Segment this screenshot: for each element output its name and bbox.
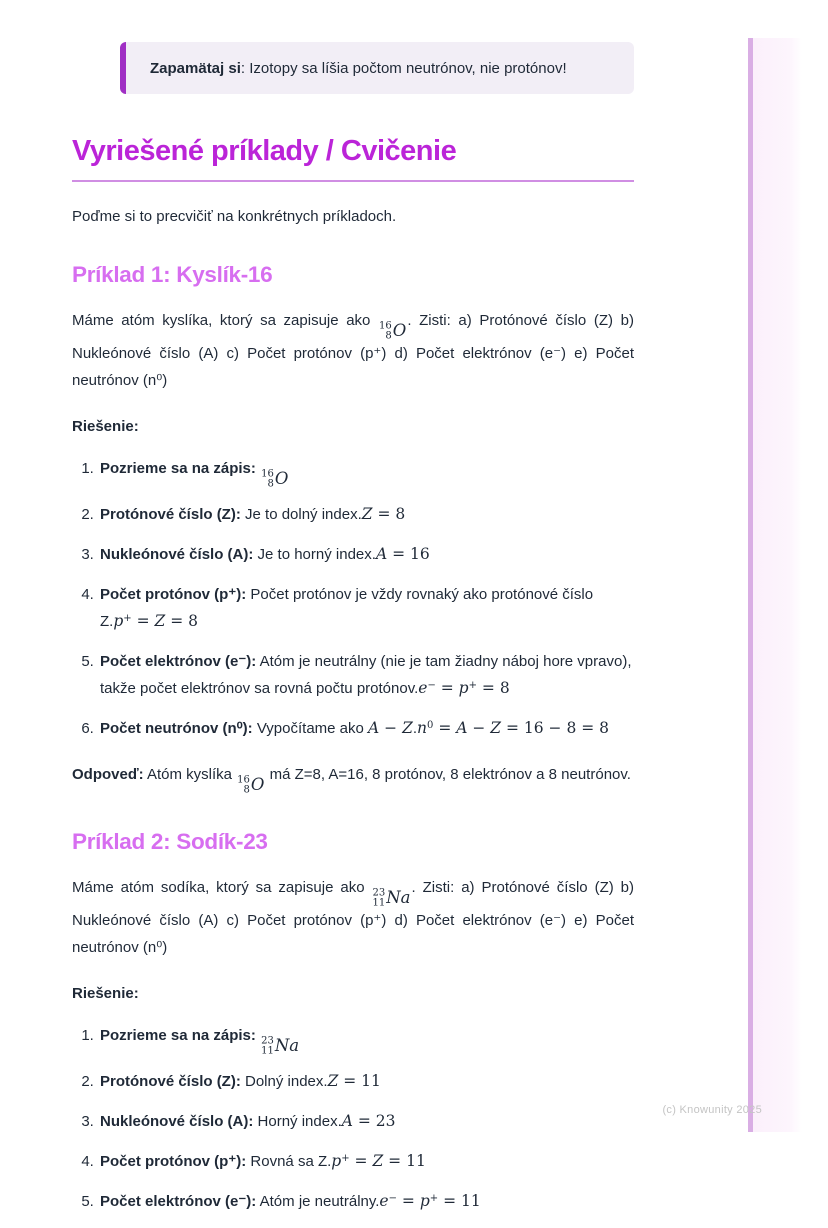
example1-problem: Máme atóm kyslíka, ktorý sa zapisuje ako 16 8 O . Zisti: a) Protónové číslo (Z) b) Nukleónové číslo (A) c) Počet protónov (p⁺) d) Počet elektrónov (e⁻) e) Počet neutrónov (n⁰) — [72, 312, 634, 389]
bold-label: Nukleónové číslo (A): — [100, 1113, 254, 1130]
example1-answer: Odpoveď: Atóm kyslíka 16 8 O má Z=8, A=16, 8 protónov, 8 elektrónov a 8 neutrónov. — [72, 766, 631, 795]
intro-text: Poďme si to precvičiť na konkrétnych príkladoch. — [72, 208, 397, 225]
math-expression: p+ = Z = 11 — [331, 1152, 426, 1170]
math-expression: Z = 11 — [327, 1072, 381, 1090]
example1-solution-label: Riešenie: — [72, 418, 139, 435]
example2-title: Príklad 2: Sodík-23 — [72, 829, 268, 854]
bold-label: Odpoveď: — [72, 766, 144, 783]
document-page — [72, 0, 634, 1228]
solution-step: 5. Počet elektrónov (e⁻): Atóm je neutrálny (nie je tam žiadny náboj hore vpravo), takže počet elektrónov sa rovná počtu protónov.e− = p+ = 8 — [98, 648, 634, 702]
callout-note: Zapamätaj si: Izotopy sa líšia počtom neutrónov, nie protónov! — [120, 42, 634, 94]
bold-label: Počet elektrónov (e⁻): — [100, 653, 257, 670]
solution-step: 2. Protónové číslo (Z): Je to dolný index.Z = 8 — [98, 501, 634, 528]
title-underline — [72, 180, 634, 182]
math-expression: e− = p+ = 8 — [418, 679, 510, 697]
nuclide-notation: 23 11 Na — [372, 887, 411, 908]
bold-label: Počet protónov (p⁺): — [100, 1153, 247, 1170]
solution-step: 3. Nukleónové číslo (A): Horný index.A = 23 — [98, 1108, 634, 1135]
bold-label: Pozrieme sa na zápis: — [100, 1027, 261, 1044]
bold-label: Zapamätaj si — [150, 60, 241, 77]
solution-step — [98, 455, 634, 488]
example2-problem: Máme atóm sodíka, ktorý sa zapisuje ako 23 11 Na . Zisti: a) Protónové číslo (Z) b) Nukleónové číslo (A) c) Počet protónov (p⁺) d) Počet elektrónov (e⁻) e) Počet neutrónov (n⁰) — [72, 879, 635, 956]
bold-label: Počet neutrónov (n⁰): — [100, 720, 253, 737]
math-expression: p+ = Z = 8 — [113, 612, 198, 630]
example1-title: Príklad 1: Kyslík-16 — [72, 262, 273, 287]
bold-label: Protónové číslo (Z): — [100, 506, 241, 523]
solution-step: 2. Protónové číslo (Z): Dolný index.Z = 11 — [98, 1068, 634, 1095]
bold-label: Počet elektrónov (e⁻): — [100, 1193, 257, 1210]
bold-label: Pozrieme sa na zápis: — [100, 460, 261, 477]
nuclide-notation: 16 8 O — [261, 468, 289, 489]
solution-step — [98, 1022, 634, 1055]
math-expression: A − Z — [368, 719, 413, 737]
math-expression: Z = 8 — [361, 505, 406, 523]
example1-solution-steps — [72, 455, 634, 742]
math-expression: A = 23 — [341, 1112, 396, 1130]
bold-label: Nukleónové číslo (A): — [100, 546, 254, 563]
nuclide-notation: 16 8 O — [379, 320, 407, 341]
section-title: Vyriešené príklady / Cvičenie — [72, 135, 457, 167]
example2-solution-steps — [72, 1022, 634, 1215]
solution-step: 5. Počet elektrónov (e⁻): Atóm je neutrálny.e− = p+ = 11 — [98, 1188, 634, 1215]
solution-step: 4. Počet protónov (p⁺): Rovná sa Z.p+ = Z = 11 — [98, 1148, 634, 1175]
example2-solution-label: Riešenie: — [72, 985, 139, 1002]
solution-step: 3. Nukleónové číslo (A): Je to horný index.A = 16 — [98, 541, 634, 568]
math-expression: A = 16 — [375, 545, 430, 563]
math-expression: $n^0 = A - Z = 16 - 8 = 8$ — [417, 719, 610, 737]
page-edge-bar — [748, 38, 802, 1132]
copyright-note: (c) Knowunity 2025 — [662, 1104, 762, 1116]
solution-step: 4. Počet protónov (p⁺): Počet protónov je vždy rovnaký ako protónové číslo Z.p+ = Z = 8 — [98, 581, 634, 635]
bold-label: Počet protónov (p⁺): — [100, 586, 247, 603]
math-expression: e− = p+ = 11 — [379, 1192, 481, 1210]
nuclide-notation: 16 8 O — [237, 774, 265, 795]
nuclide-notation: 23 11 Na — [261, 1035, 300, 1056]
solution-step: 6. Počet neutrónov (n⁰): Vypočítame ako $A - Z.n^0 = A - Z = 16 - 8 = 8$ — [98, 715, 634, 742]
bold-label: Protónové číslo (Z): — [100, 1073, 241, 1090]
